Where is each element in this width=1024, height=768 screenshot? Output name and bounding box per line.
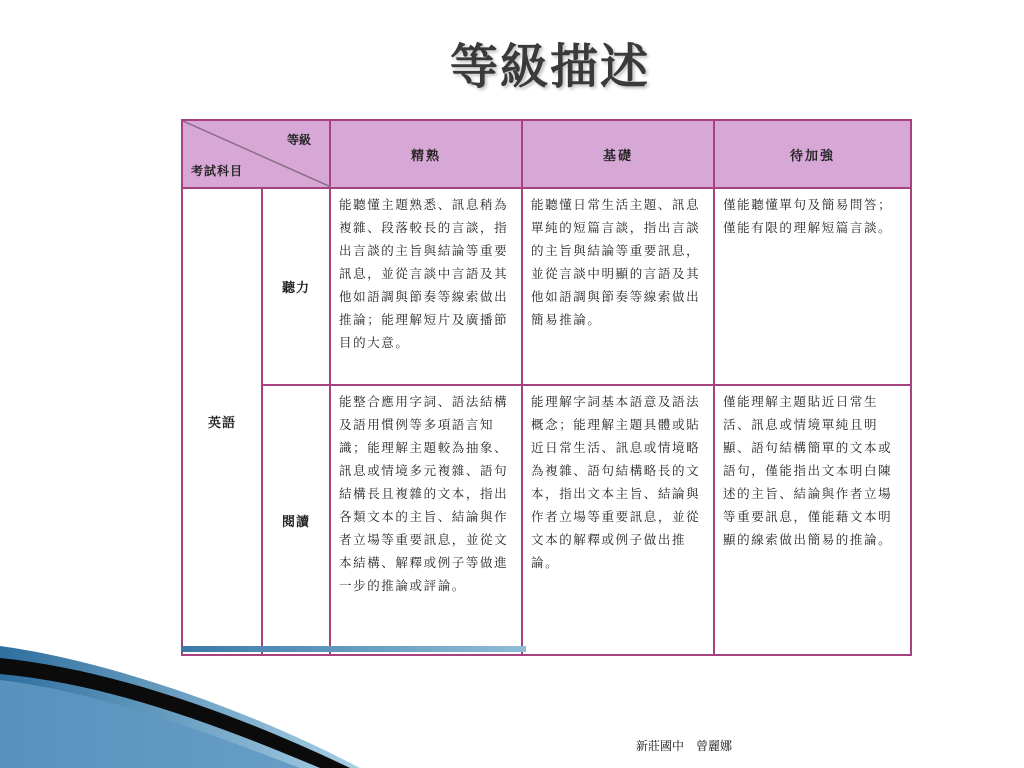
reading-needs-improvement-text: 僅能理解主題貼近日常生活、訊息或情境單純且明顯、語句結構簡單的文本或語句，僅能指出文本明白陳述的主旨、結論與作者立場等重要訊息，僅能藉文本明顯的線索做出簡易的推論。	[714, 385, 911, 655]
level-header-proficient: 精熟	[330, 120, 522, 188]
skill-cell-listening: 聽力	[262, 188, 330, 385]
subject-cell: 英語	[182, 188, 262, 655]
listening-basic-text: 能聽懂日常生活主題、訊息單純的短篇言談，指出言談的主旨與結論等重要訊息，並從言談中明顯的言語及其他如語調與節奏等線索做出簡易推論。	[522, 188, 714, 385]
listening-needs-improvement-text: 僅能聽懂單句及簡易問答；僅能有限的理解短篇言談。	[714, 188, 911, 385]
reading-basic-text: 能理解字詞基本語意及語法概念；能理解主題具體或貼近日常生活、訊息或情境略為複雜、語句結構略長的文本，指出文本主旨、結論與作者立場等重要訊息，並從文本的解釋或例子做出推論。	[522, 385, 714, 655]
table-row-reading	[182, 385, 911, 655]
grade-table	[181, 119, 912, 656]
listening-proficient-text: 能聽懂主題熟悉、訊息稍為複雜、段落較長的言談，指出言談的主旨與結論等重要訊息，並從言談中言語及其他如語調與節奏等線索做出推論；能理解短片及廣播節目的大意。	[330, 188, 522, 385]
table-row-listening	[182, 188, 911, 385]
skill-cell-reading: 閱讀	[262, 385, 330, 655]
corner-level-label: 等級	[286, 133, 311, 147]
header-row	[182, 120, 911, 188]
level-header-needs-improvement: 待加強	[714, 120, 911, 188]
slide-title: 等級描述	[449, 39, 650, 95]
footer-author: 新莊國中 曾麗娜	[636, 739, 733, 753]
decorative-swoosh	[0, 640, 360, 768]
corner-header-cell	[182, 120, 330, 188]
reading-proficient-text: 能整合應用字詞、語法結構及語用慣例等多項語言知識；能理解主題較為抽象、訊息或情境多元複雜、語句結構長且複雜的文本，指出各類文本的主旨、結論與作者立場等重要訊息，並從文本結構、解釋或例子等做進一步的推論或評論。	[330, 385, 522, 655]
grade-description-table	[181, 119, 910, 652]
level-header-basic: 基礎	[522, 120, 714, 188]
corner-subject-label: 考試科目	[191, 164, 244, 178]
